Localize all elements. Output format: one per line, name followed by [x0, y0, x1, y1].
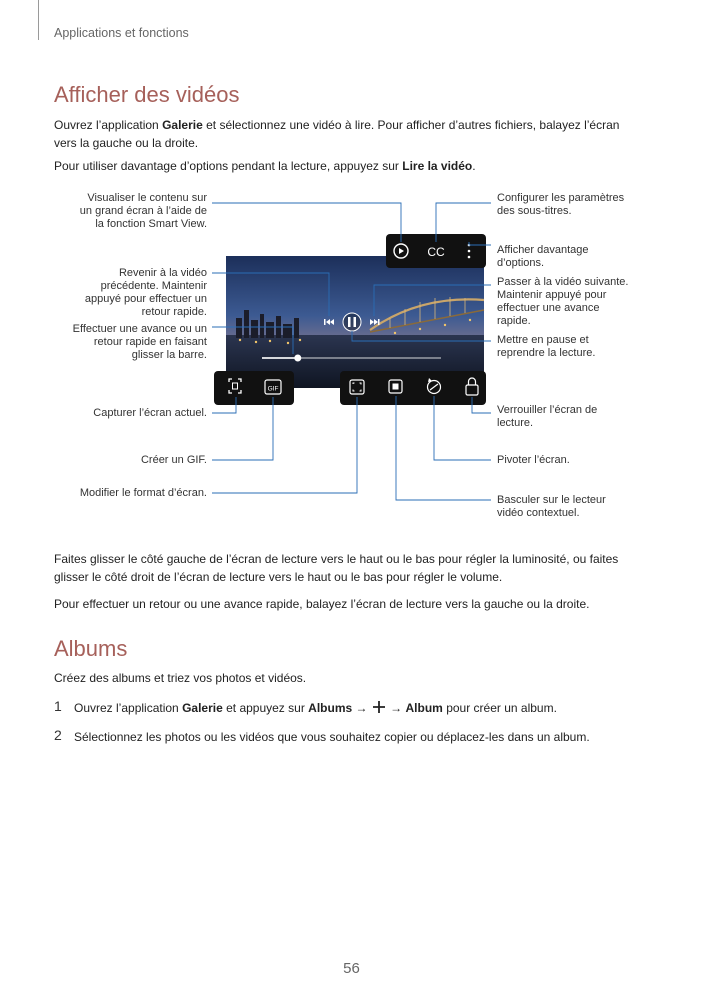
callout-gif: Créer un GIF. [140, 454, 207, 466]
page-number: 56 [343, 960, 360, 977]
callout-more-options: Afficher davantage d’options. [497, 244, 589, 269]
callout-subtitles: Configurer les paramètres des sous-titres. [497, 192, 625, 217]
albums-intro: Créez des albums et triez vos photos et vidéos. [54, 671, 307, 685]
step-2-number: 2 [54, 727, 62, 743]
callout-rotate: Pivoter l’écran. [497, 454, 570, 466]
callout-capture: Capturer l’écran actuel. [93, 407, 207, 419]
step-1-number: 1 [54, 698, 62, 714]
callout-previous: Revenir à la vidéo précédente. Maintenir appuyé pour effectuer un retour rapide. [84, 267, 207, 318]
callout-popup-player: Basculer sur le lecteur vidéo contextuel. [497, 494, 606, 519]
progress-thumb[interactable] [294, 355, 301, 362]
plus-icon [371, 700, 387, 714]
bottom-left-controls [214, 371, 294, 405]
callout-pause: Mettre en pause et reprendre la lecture. [497, 334, 596, 359]
callout-lock: Verrouiller l’écran de lecture. [497, 404, 598, 429]
seek-gesture-paragraph: Pour effectuer un retour ou une avance rapide, balayez l’écran de lecture vers la gauche ou la droite. [54, 597, 590, 611]
callout-smart-view: Visualiser le contenu sur un grand écran à l’aide de la fonction Smart View. [79, 192, 207, 230]
callout-next: Passer à la vidéo suivante. Maintenir appuyé pour effectuer une avance rapide. [497, 276, 629, 327]
section-title-videos: Afficher des vidéos [54, 82, 240, 107]
more-options-icon[interactable] [468, 244, 471, 259]
section-title-albums: Albums [54, 636, 128, 661]
options-paragraph: Pour utiliser davantage d’options pendant la lecture, appuyez sur Lire la vidéo. [54, 159, 476, 173]
gesture-paragraph: Faites glisser le côté gauche de l’écran de lecture vers le haut ou le bas pour régler la luminosité, ou faites glisser le côté droit de l’écran de lecture vers le haut ou le bas pour régler le volume. [54, 552, 619, 584]
callout-seek: Effectuer une avance ou un retour rapide en faisant glisser la barre. [72, 323, 207, 361]
step-2-text: Sélectionnez les photos ou les vidéos que vous souhaitez copier ou déplacez-les dans un album. [74, 730, 590, 744]
bottom-right-controls [340, 371, 486, 405]
intro-paragraph: Ouvrez l’application Galerie et sélectionnez une vidéo à lire. Pour afficher d’autres fichiers, balayez l’écran vers la gauche ou la droite. [54, 118, 620, 150]
pause-button[interactable] [343, 313, 361, 331]
callout-aspect-ratio: Modifier le format d’écran. [79, 487, 207, 499]
step-1-text: Ouvrez l’application Galerie et appuyez sur Albums → → Album pour créer un album. [74, 701, 557, 715]
gif-label: GIF [267, 385, 279, 393]
subtitles-cc-button[interactable]: CC [427, 245, 445, 259]
running-header: Applications et fonctions [54, 26, 189, 40]
